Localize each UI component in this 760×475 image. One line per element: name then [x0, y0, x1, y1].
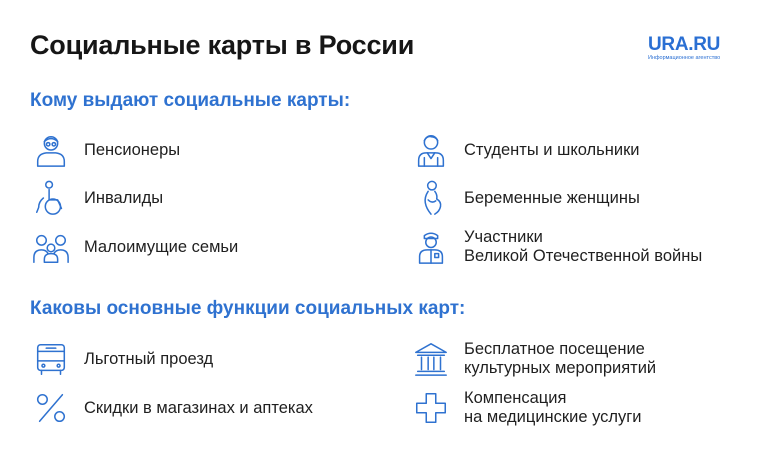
logo: [648, 36, 734, 62]
item-label: Льготный проезд: [84, 349, 214, 368]
list-item-low-income: [31, 225, 238, 269]
list-item-students: [411, 128, 640, 172]
list-item-disabled: [31, 176, 163, 220]
page-title: Социальные карты в России: [30, 30, 415, 60]
list-item-transport: [31, 337, 213, 381]
item-label: Малоимущие семьи: [84, 237, 239, 256]
item-label-line1: Бесплатное посещение: [464, 340, 645, 358]
museum-icon: [411, 339, 451, 379]
item-label: Инвалиды: [84, 188, 164, 207]
list-item-pregnant: [411, 176, 640, 220]
item-label: Пенсионеры: [84, 140, 181, 159]
item-label: Студенты и школьники: [464, 140, 640, 159]
item-label-line2: Великой Отечественной войны: [464, 247, 703, 265]
logo-main: URA.RU: [648, 34, 721, 55]
elderly-person-icon: [31, 130, 71, 170]
list-item-veterans: [411, 225, 702, 269]
veteran-icon: [411, 227, 451, 267]
item-label: [464, 340, 656, 378]
item-label: Беременные женщины: [464, 188, 640, 207]
list-item-medical: [411, 386, 642, 430]
list-item-discounts: [31, 386, 313, 430]
list-item-pensioners: [31, 128, 180, 172]
logo-subtitle: Информационное агентство: [648, 55, 721, 61]
section-title-functions: Каковы основные функции социальных карт:: [30, 298, 466, 319]
item-label: Скидки в магазинах и аптеках: [84, 398, 313, 417]
item-label-line1: Участники: [464, 228, 543, 246]
item-label: [464, 228, 702, 266]
wheelchair-icon: [31, 178, 71, 218]
family-icon: [31, 227, 71, 267]
list-item-culture: [411, 337, 656, 381]
section-title-recipients: Кому выдают социальные карты:: [30, 90, 351, 111]
item-label-line2: на медицинские услуги: [464, 408, 642, 426]
bus-icon: [31, 339, 71, 379]
student-icon: [411, 130, 451, 170]
medical-cross-icon: [411, 388, 451, 428]
item-label-line1: Компенсация: [464, 389, 567, 407]
percent-icon: [31, 388, 71, 428]
pregnant-woman-icon: [411, 178, 451, 218]
item-label-line2: культурных мероприятий: [464, 359, 657, 377]
item-label: [464, 389, 642, 427]
